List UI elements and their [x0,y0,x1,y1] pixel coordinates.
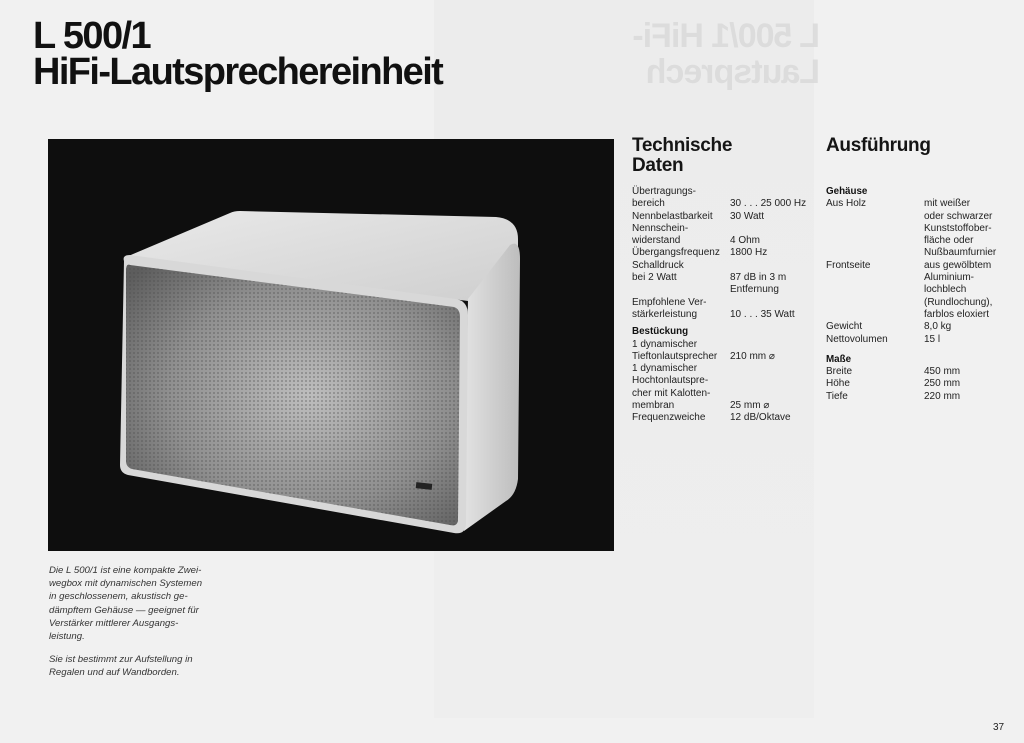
spec-value [730,388,817,400]
spec-row [632,400,817,412]
model-number: L 500/1 [33,15,150,57]
spec-value: 220 mm [924,390,961,402]
spec-label: Höhe [826,378,850,390]
spec-value: mit weißer [924,198,971,210]
spec-value: 250 mm [924,378,961,390]
spec-label: bereich [632,198,665,210]
spec-label: Nennschein- [632,222,689,234]
spec-label: Schalldruck [632,259,684,271]
spec-value: 30 . . . 25 000 Hz [730,198,807,210]
technical-data-list [632,186,817,321]
spec-label: membran [632,400,675,412]
masse-heading: Maße [826,353,852,365]
spec-row [632,339,817,351]
product-name: HiFi-Lautsprechereinheit [33,51,443,93]
photo-caption [49,564,239,690]
spec-row [632,247,817,259]
spec-row [632,375,817,387]
spec-value: 15 l [924,333,941,345]
spec-row [826,223,1016,235]
spec-row [632,363,817,375]
spec-value: aus gewölbtem [924,259,992,271]
spec-value: Entfernung [730,284,779,296]
spec-value: Aluminium- [924,272,975,284]
gehaeuse-list [826,198,1016,346]
heading-line-2: Daten [632,155,684,176]
spec-row [826,297,1016,309]
spec-row [826,272,1016,284]
spec-row [632,235,817,247]
masse-list [826,366,1016,403]
spec-row [632,272,817,284]
spec-row [826,260,1016,272]
caption-paragraph-2: Sie ist bestimmt zur Aufstellung in Regalen und auf Wandborden. [49,654,193,679]
spec-value: 25 mm ⌀ [730,400,770,412]
technical-data-heading [632,136,817,176]
spec-label: 1 dynamischer [632,363,698,375]
ausfuehrung-section [826,136,1016,403]
spec-label: Nennbelastbarkeit [632,210,713,222]
spec-label [632,284,730,296]
spec-label: Frequenzweiche [632,412,706,424]
spec-row [632,198,817,210]
spec-label [826,297,924,309]
spec-row [632,284,817,296]
spec-label: Nettovolumen [826,333,888,345]
spec-row [632,223,817,235]
spec-label: Tieftonlautsprecher [632,350,718,362]
spec-row [826,378,1016,390]
spec-row [826,284,1016,296]
spec-value [730,186,817,198]
spec-value: 210 mm ⌀ [730,350,775,362]
spec-value [730,363,817,375]
spec-row [826,366,1016,378]
speaker-photo [48,139,614,551]
spec-row [826,321,1016,333]
spec-row [632,388,817,400]
spec-value: farblos eloxiert [924,308,990,320]
spec-value: 30 Watt [730,210,765,222]
heading-line-1: Technische [632,135,733,156]
ausfuehrung-heading: Ausführung [826,135,931,156]
spec-value: Nußbaumfurnier [924,247,997,259]
page-title [33,15,443,93]
spec-label: 1 dynamischer [632,338,698,350]
spec-label: Gewicht [826,321,863,333]
spec-value [730,223,817,235]
spec-row [632,297,817,309]
technical-data-section [632,136,817,425]
spec-label [826,235,924,247]
spec-value: oder schwarzer [924,210,993,222]
spec-label: Aus Holz [826,198,867,210]
spec-value: 12 dB/Oktave [730,412,791,424]
spec-value: 4 Ohm [730,235,761,247]
grille-perforation [126,265,460,526]
show-through-title: L 500/1 HiFi-Lautsprech [633,17,820,91]
bestueckung-heading: Bestückung [632,326,689,338]
spec-label [826,272,924,284]
spec-label: Übertragungs- [632,186,696,197]
spec-row [826,211,1016,223]
gehaeuse-heading: Gehäuse [826,186,868,197]
spec-label [826,309,924,321]
spec-label: Übergangsfrequenz [632,247,720,259]
spec-label: widerstand [632,235,681,247]
spec-value: 1800 Hz [730,247,768,259]
spec-value [730,297,817,309]
spec-value [730,260,817,272]
caption-paragraph-1: Die L 500/1 ist eine kompakte Zwei- wegbox mit dynamischen Systemen in geschlossenem, akustisch ge- dämpftem Gehäuse — geeignet für Verstärker mittlerer Ausgangs- leistung. [49,565,203,643]
spec-label: Frontseite [826,259,871,271]
spec-row [632,412,817,424]
spec-row [826,309,1016,321]
bestueckung-list [632,339,817,425]
spec-value: 10 . . . 35 Watt [730,308,795,320]
spec-value: 450 mm [924,366,961,378]
spec-value [730,375,817,387]
spec-row [632,309,817,321]
spec-value: Kunststoffober- [924,222,992,234]
spec-label [826,211,924,223]
spec-label: cher mit Kalotten- [632,387,711,399]
spec-row [826,334,1016,346]
spec-row [826,247,1016,259]
spec-row [826,235,1016,247]
spec-label: Empfohlene Ver- [632,296,707,308]
spec-value: 8,0 kg [924,321,952,333]
spec-value: (Rundlochung), [924,296,993,308]
spec-label: Hochtonlautspre- [632,375,709,387]
spec-value: 87 dB in 3 m [730,272,787,284]
spec-row [826,391,1016,403]
spec-row [632,351,817,363]
spec-label [826,247,924,259]
spec-row [632,211,817,223]
spec-row [632,186,817,198]
spec-label: stärkerleistung [632,308,698,320]
spec-row [632,260,817,272]
spec-label: bei 2 Watt [632,272,677,284]
page-number: 37 [993,722,1005,733]
spec-label: Tiefe [826,390,848,402]
speaker-illustration [48,139,614,551]
spec-label [826,284,924,296]
spec-value [730,339,817,351]
spec-row [826,198,1016,210]
spec-label [826,223,924,235]
spec-value: lochblech [924,284,967,296]
spec-label: Breite [826,366,853,378]
spec-value: fläche oder [924,235,974,247]
